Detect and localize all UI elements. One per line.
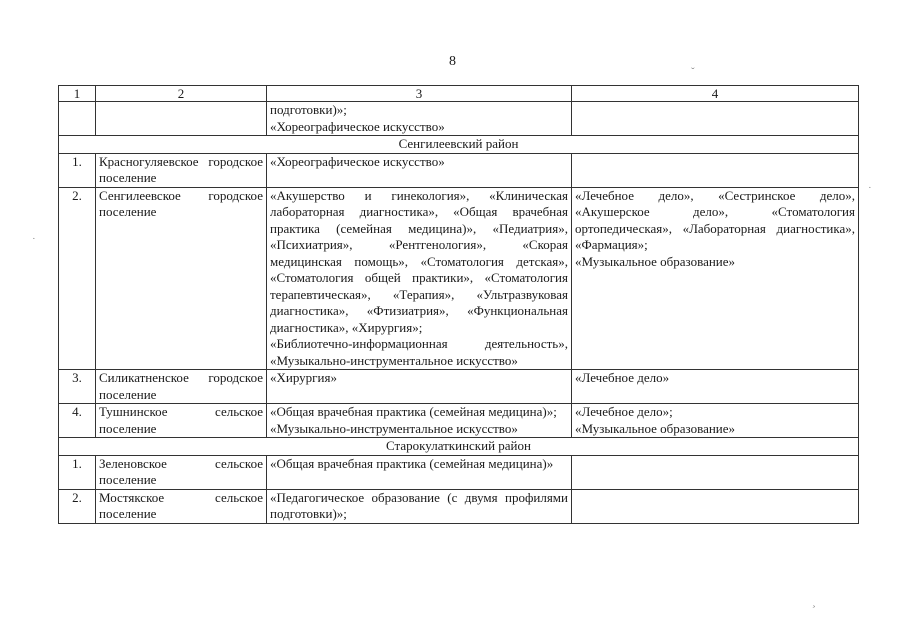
table-header-row <box>59 86 859 102</box>
specialty-entry: «Библиотечно-информационная деятельность», «Музыкально-инструментальное искусство» <box>270 336 568 368</box>
specialty-entry: «Лечебное дело»; <box>575 404 673 419</box>
settlement-name: Силикатненское городское поселение <box>96 370 267 404</box>
column-header-1: 1 <box>59 86 96 102</box>
row-number: 1. <box>59 455 96 489</box>
specialty-entry: «Лечебное дело» <box>575 370 670 385</box>
page-number: 8 <box>449 54 456 69</box>
table-row <box>59 455 859 489</box>
district-section-row <box>59 438 859 456</box>
scan-speck: ¸ <box>812 596 816 608</box>
specialty-entry: подготовки)»; <box>270 102 347 117</box>
district-section-row <box>59 136 859 154</box>
secondary-education-specialties <box>572 187 859 370</box>
secondary-education-specialties <box>572 404 859 438</box>
specialty-entry: «Педагогическое образование (с двумя профилями подготовки)»; <box>270 489 568 521</box>
settlement-name: Мостякское сельское поселение <box>96 489 267 523</box>
specialty-entry: «Общая врачебная практика (семейная медицина)» <box>270 455 554 471</box>
specialty-entry: «Хореографическое искусство» <box>270 153 445 169</box>
settlement-name: Красногуляевское городское поселение <box>96 153 267 187</box>
settlement-name <box>96 102 267 136</box>
column-header-4: 4 <box>572 86 859 102</box>
scan-speck: ˙ <box>868 185 872 197</box>
table-row <box>59 404 859 438</box>
higher-education-specialties <box>267 102 572 136</box>
table-row <box>59 102 859 136</box>
row-number: 3. <box>59 370 96 404</box>
specialty-entry: «Акушерство и гинекология», «Клиническая лабораторная диагностика», «Общая врачебная практика (семейная медицина)», «Педиатрия», «Психиатрия», «Рентгенология», «Скорая медицинская помощь», «Стоматология детская», «Стоматология общей практики», «Стоматология терапевтическая», «Терапия», «Ультразвуковая диагностика», «Фтизиатрия», «Функциональная диагностика», «Хирургия»; <box>270 187 568 335</box>
higher-education-specialties <box>267 455 572 489</box>
specialty-entry: «Хореографическое искусство» <box>270 118 445 134</box>
secondary-education-specialties <box>572 370 859 404</box>
district-title: Старокулаткинский район <box>59 438 859 456</box>
specialty-entry: «Музыкальное образование» <box>575 253 736 269</box>
settlement-name: Зеленовское сельское поселение <box>96 455 267 489</box>
table-row <box>59 489 859 523</box>
specialty-entry: «Лечебное дело», «Сестринское дело», «Акушерское дело», «Стоматология ортопедическая», «Лабораторная диагностика», «Фармация»; <box>575 187 855 252</box>
specialty-entry: «Хирургия» <box>270 370 337 385</box>
specialty-entry: «Общая врачебная практика (семейная медицина)»; <box>270 404 557 419</box>
table-row <box>59 370 859 404</box>
specialty-entry: «Музыкально-инструментальное искусство» <box>270 420 518 436</box>
higher-education-specialties <box>267 404 572 438</box>
higher-education-specialties <box>267 153 572 187</box>
settlement-name: Сенгилеевское городское поселение <box>96 187 267 370</box>
column-header-2: 2 <box>96 86 267 102</box>
scan-speck: ˙ <box>32 236 36 248</box>
table-row <box>59 187 859 370</box>
secondary-education-specialties <box>572 153 859 187</box>
scan-speck: ˇ <box>691 66 695 78</box>
row-number: 1. <box>59 153 96 187</box>
higher-education-specialties <box>267 187 572 370</box>
secondary-education-specialties <box>572 489 859 523</box>
higher-education-specialties <box>267 489 572 523</box>
row-number: 4. <box>59 404 96 438</box>
row-number: 2. <box>59 489 96 523</box>
higher-education-specialties <box>267 370 572 404</box>
secondary-education-specialties <box>572 102 859 136</box>
row-number <box>59 102 96 136</box>
table-row <box>59 153 859 187</box>
row-number: 2. <box>59 187 96 370</box>
secondary-education-specialties <box>572 455 859 489</box>
column-header-3: 3 <box>267 86 572 102</box>
specialty-entry: «Музыкальное образование» <box>575 420 736 436</box>
district-title: Сенгилеевский район <box>59 136 859 154</box>
specialties-table <box>58 85 859 524</box>
settlement-name: Тушнинское сельское поселение <box>96 404 267 438</box>
